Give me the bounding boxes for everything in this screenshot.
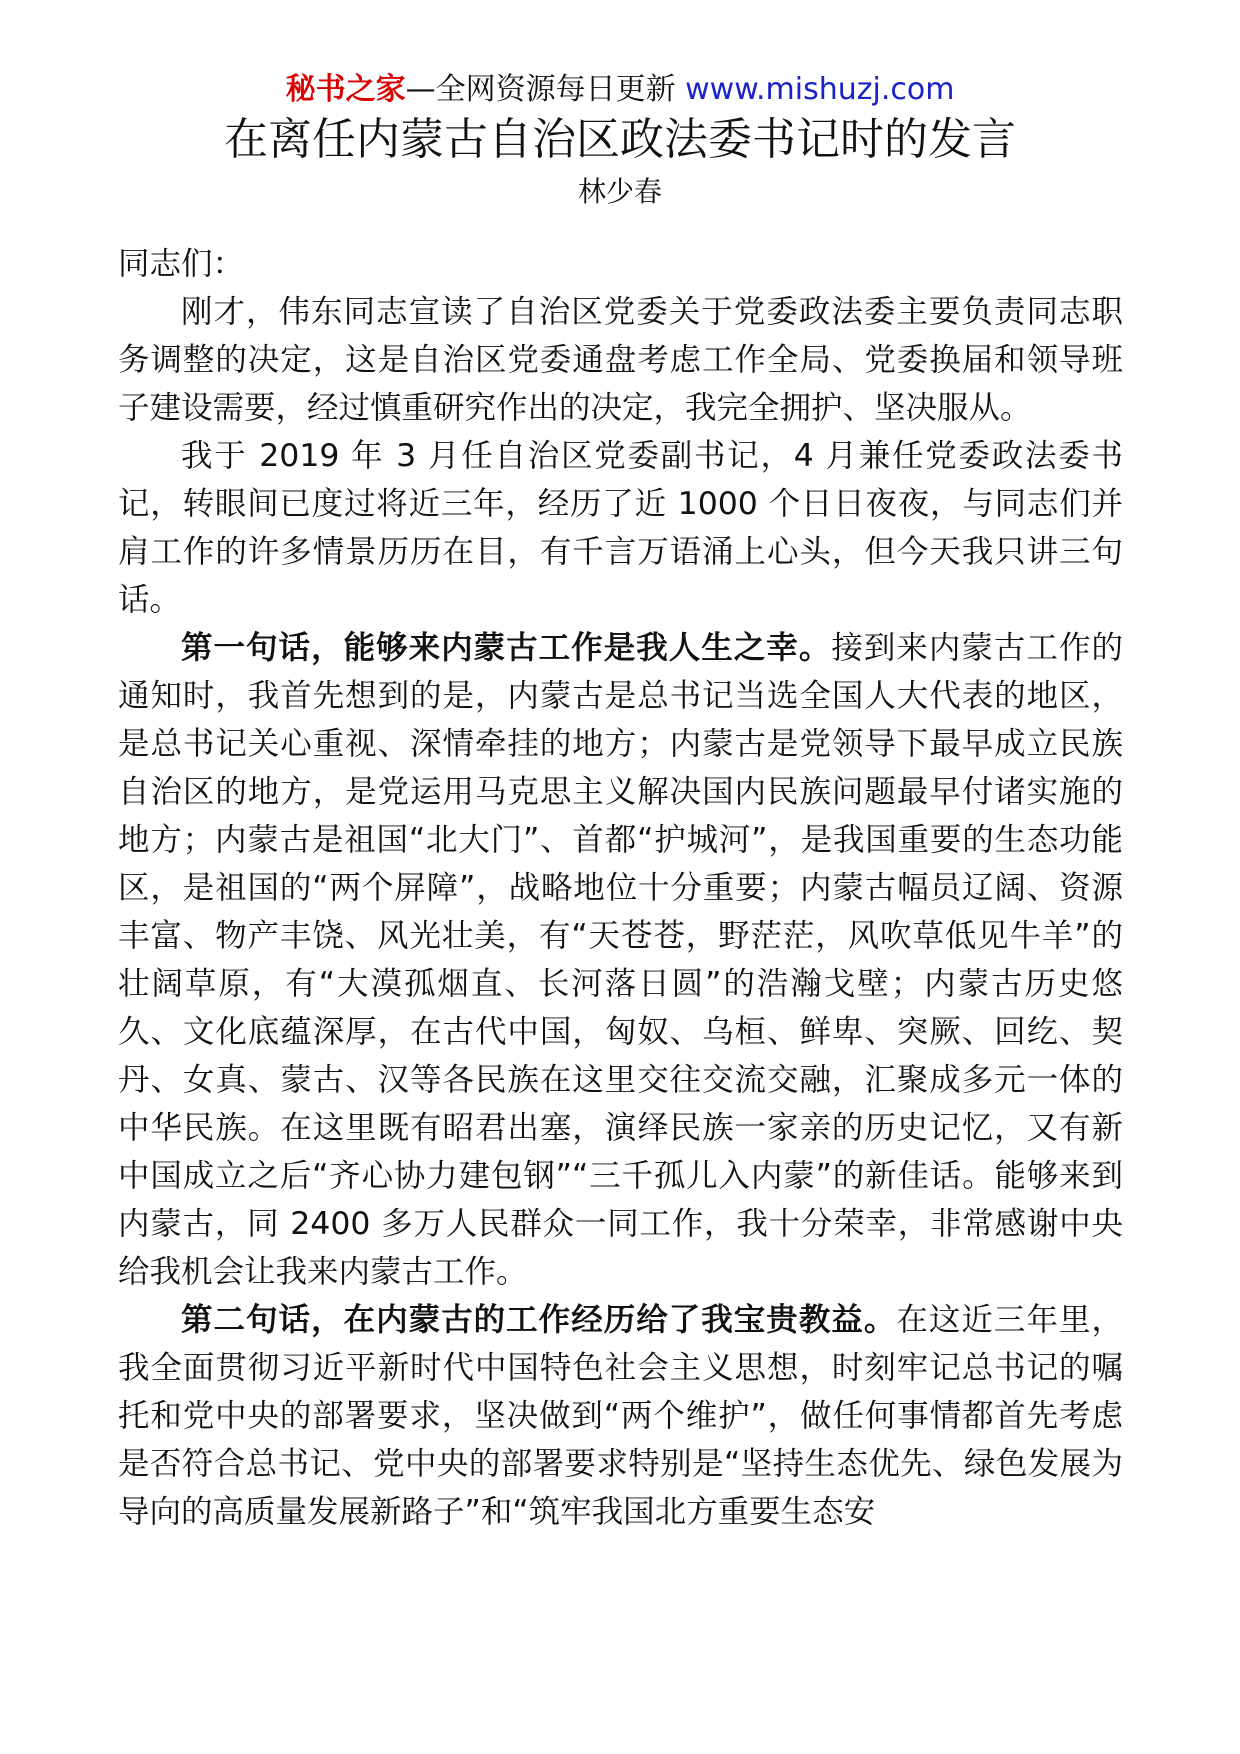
paragraph [118,432,1123,624]
site-banner [0,72,1240,108]
paragraph-text: 我于 2019 年 3 月任自治区党委副书记，4 月兼任党委政法委书记，转眼间已度过将近三年，经历了近 1000 个日日夜夜，与同志们并肩工作的许多情景历历在目，有千言万语涌上心头，但今天我只讲三句话。 [118,438,1123,618]
paragraph-lead: 第二句话，在内蒙古的工作经历给了我宝贵教益。 [181,1302,897,1338]
paragraph-text: 刚才，伟东同志宣读了自治区党委关于党委政法委主要负责同志职务调整的决定，这是自治区党委通盘考虑工作全局、党委换届和领导班子建设需要，经过慎重研究作出的决定，我完全拥护、坚决服从。 [118,294,1123,426]
paragraph-lead: 第一句话，能够来内蒙古工作是我人生之幸。 [181,630,832,666]
document-title: 在离任内蒙古自治区政法委书记时的发言 [224,114,1016,165]
site-brand: 秘书之家 [285,72,406,107]
paragraph [118,288,1123,432]
paragraph-text: 在这近三年里，我全面贯彻习近平新时代中国特色社会主义思想，时刻牢记总书记的嘱托和党中央的部署要求，坚决做到“两个维护”，做任何事情都首先考虑是否符合总书记、党中央的部署要求特别是“坚持生态优先、绿色发展为导向的高质量发展新路子”和“筑牢我国北方重要生态安 [118,1302,1123,1530]
document-author: 林少春 [577,175,662,208]
paragraph [118,624,1123,1296]
salutation: 同志们： [118,246,245,282]
site-url-link[interactable]: www.mishuzj.com [685,72,955,107]
site-tagline: —全网资源每日更新 [405,72,676,107]
paragraph-text: 接到来内蒙古工作的通知时，我首先想到的是，内蒙古是总书记当选全国人大代表的地区，是总书记关心重视、深情牵挂的地方；内蒙古是党领导下最早成立民族自治区的地方，是党运用马克思主义解决国内民族问题最早付诸实施的地方；内蒙古是祖国“北大门”、首都“护城河”，是我国重要的生态功能区，是祖国的“两个屏障”，战略地位十分重要；内蒙古幅员辽阔、资源丰富、物产丰饶、风光壮美，有“天苍苍，野茫茫，风吹草低见牛羊”的壮阔草原，有“大漠孤烟直、长河落日圆”的浩瀚戈壁；内蒙古历史悠久、文化底蕴深厚，在古代中国，匈奴、乌桓、鲜卑、突厥、回纥、契丹、女真、蒙古、汉等各民族在这里交往交流交融，汇聚成多元一体的中华民族。在这里既有昭君出塞，演绎民族一家亲的历史记忆，又有新中国成立之后“齐心协力建包钢”“三千孤儿入内蒙”的新佳话。能够来到内蒙古，同 2400 多万人民群众一同工作，我十分荣幸，非常感谢中央给我机会让我来内蒙古工作。 [118,630,1123,1290]
document-body [118,240,1123,1536]
paragraph [118,1296,1123,1536]
